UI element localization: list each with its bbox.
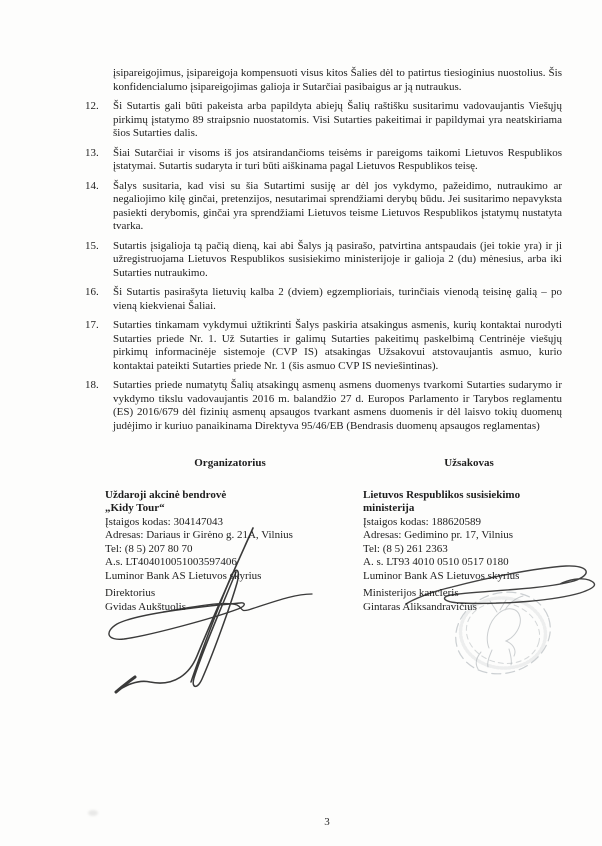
clause-text: Šiai Sutarčiai ir visoms iš jos atsirandančioms teisėms ir pareigoms taikomi Lietuvos Respublikos įstatymai. Sutartis sudaryta ir turi būti aiškinama pagal Lietuvos Respublikos teisę. [113, 146, 562, 172]
organizer-signer-name: Gvidas Aukštuolis [105, 600, 186, 613]
customer-header: Užsakovas [444, 457, 494, 469]
clause-continuation [85, 67, 562, 94]
organizer-name-line2: „Kidy Tour“ [105, 502, 165, 514]
organizer-company-code: Įstaigos kodas: 304147043 [105, 515, 223, 528]
organizer-header: Organizatorius [194, 457, 266, 469]
clause-text: Ši Sutartis pasirašyta lietuvių kalba 2 (dviem) egzemplioriais, turinčiais vienodą teisinę galią – po vieną kiekvienai Šaliai. [113, 286, 562, 312]
clause-text: įsipareigojimus, įsipareigoja kompensuoti visus kitos Šalies dėl to patirtus tiesioginius nuostolius. Šis konfidencialumo įsipareigojimas galioja ir Sutarčiai pasibaigus ar ją nutraukus. [113, 67, 562, 93]
clause-number: 16. [85, 286, 99, 298]
organizer-signer [105, 587, 355, 614]
clause-number: 17. [85, 319, 99, 331]
clause-15 [85, 240, 562, 281]
page-number: 3 [324, 816, 330, 828]
clause-number: 15. [85, 239, 99, 252]
clause-14 [85, 180, 562, 234]
clause-text: Ši Sutartis gali būti pakeista arba papildyta abiejų Šalių raštišku susitarimu vadovaujantis Viešųjų pirkimų įstatymo 89 straipsnio nuostatomis. Visi Sutarties pakeitimai ir papildymai yra neatskiriama šios Sutarties dalis. [113, 100, 562, 139]
clause-number: 14. [85, 179, 99, 192]
clause-text: Šalys susitaria, kad visi su šia Sutartimi susiję ar dėl jos vykdymo, pažeidimo, nutraukimo ar negaliojimo kilę ginčai, pretenzijos, nesutarimai sprendžiami derybų būdu. Jei susitarimo nepavyksta pasiekti derybomis, ginčai yra sprendžiami Lietuvos teisme Lietuvos Respublikos įstatymų nustatyta tvarka. [113, 179, 562, 232]
scan-smudge [88, 810, 98, 816]
organizer-signer-title: Direktorius [105, 587, 156, 599]
clause-number: 12. [85, 100, 99, 112]
clause-text: Sutartis įsigalioja tą pačią dieną, kai abi Šalys ją pasirašo, patvirtina antspaudais (jei tokie yra) ir ji užregistruojama Lietuvos Respublikos susisiekimo ministerijoje ir galioja 2 (du) mėnesius, arba iki Sutarties nutraukimo. [113, 239, 562, 279]
customer-signer-title: Ministerijos kancleris [363, 587, 459, 599]
customer-signer [363, 587, 575, 614]
organizer-bank: Luminor Bank AS Lietuvos skyrius [105, 569, 262, 582]
clause-text: Sutarties tinkamam vykdymui užtikrinti Šalys paskiria atsakingus asmenis, kurių kontaktai nurodyti Sutarties priede Nr. 1. Už Sutarties ir galimų Sutarties pakeitimų paskelbimą Centrinėje viešųjų pirkimų informacinėje sistemoje (CVP IS) atsakingas Užsakovui atstovaujantis asmuo, kurio kontaktai pateikti Sutarties priede Nr. 1 (šis asmuo CVP IS neviešintinas). [113, 319, 562, 372]
clause-16 [85, 286, 562, 313]
customer-block [363, 457, 575, 614]
customer-signer-name: Gintaras Aliksandravičius [363, 600, 477, 613]
customer-name-line2: ministerija [363, 502, 415, 514]
clause-number: 13. [85, 146, 99, 159]
organizer-block [105, 457, 355, 614]
organizer-name-line1: Uždaroji akcinė bendrovė [105, 488, 227, 501]
customer-company-code: Įstaigos kodas: 188620589 [363, 515, 481, 528]
clause-17 [85, 319, 562, 373]
clause-text: Sutarties priede numatytų Šalių atsakingų asmenų asmens duomenys tvarkomi Sutarties sudarymo ir vykdymo tikslu vadovaujantis 2016 m. balandžio 27 d. Europos Parlamento ir Tarybos reglamentu (ES) 2016/679 dėl fizinių asmenų apsaugos tvarkant asmens duomenis ir dėl laisvo tokių duomenų judėjimo ir kuriuo panaikinama Direktyva 95/46/EB (Bendrasis duomenų apsaugos reglamentas) [113, 379, 562, 432]
customer-bank: Luminor Bank AS Lietuvos skyrius [363, 569, 520, 582]
customer-phone: Tel: (8 5) 261 2363 [363, 542, 448, 555]
contract-clauses [85, 67, 562, 439]
customer-account: A. s. LT93 4010 0510 0517 0180 [363, 556, 509, 568]
customer-address: Adresas: Gedimino pr. 17, Vilnius [363, 529, 514, 541]
clause-12 [85, 100, 562, 141]
customer-name-line1: Lietuvos Respublikos susisiekimo [363, 488, 521, 501]
organizer-account: A.s. LT404010051003597406 [105, 556, 237, 568]
organizer-phone: Tel: (8 5) 207 80 70 [105, 542, 193, 555]
clause-18 [85, 379, 562, 433]
organizer-address: Adresas: Dariaus ir Girėno g. 21A, Vilnius [105, 529, 293, 541]
clause-13 [85, 147, 562, 174]
clause-number: 18. [85, 379, 99, 391]
